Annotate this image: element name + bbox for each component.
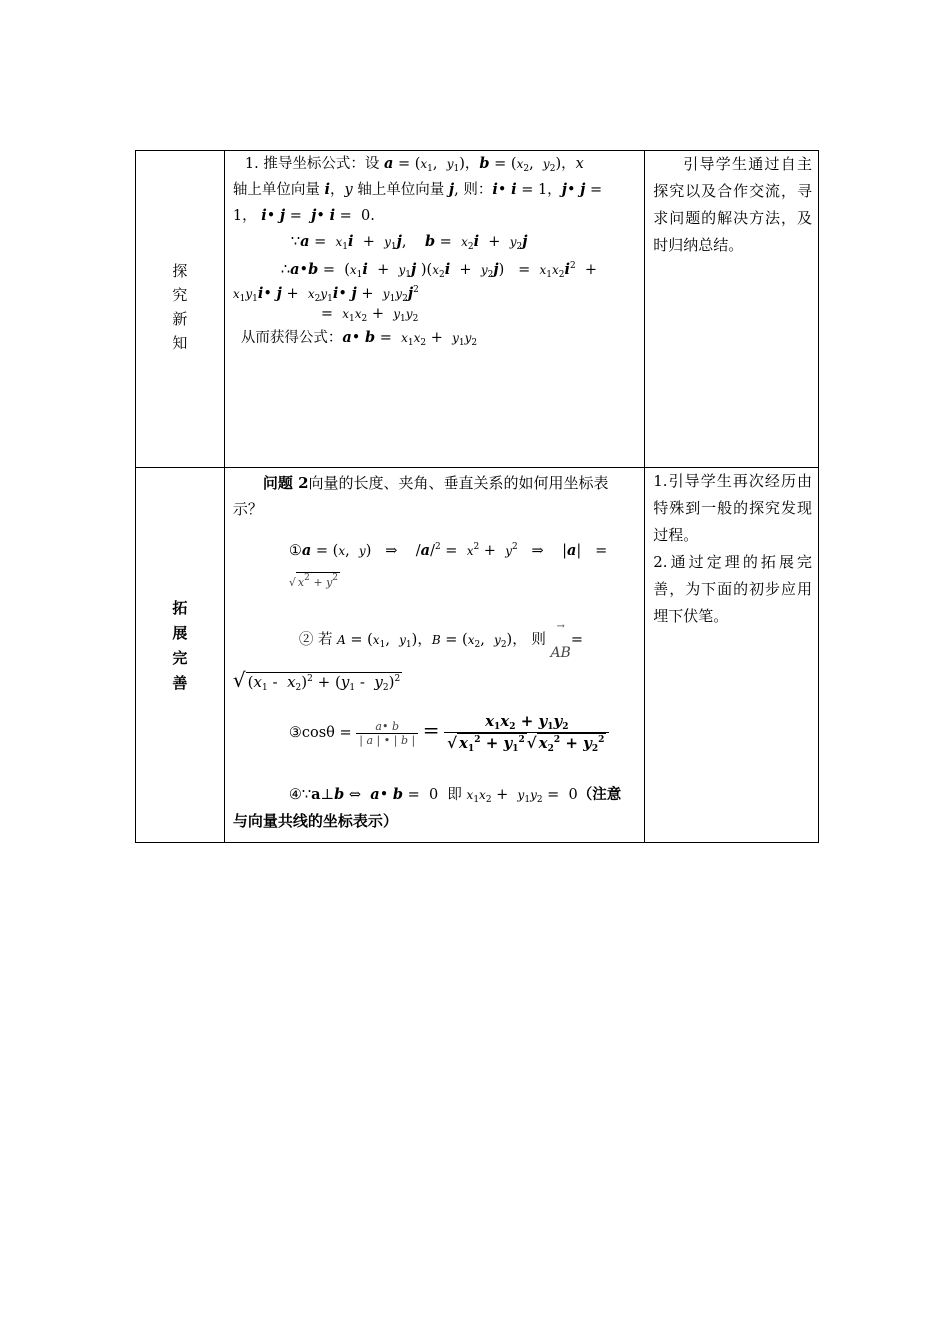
- lesson-table: [135, 150, 819, 843]
- row-label-extend: 拓 展 完 善: [172, 599, 188, 692]
- table-row-extend: [135, 467, 819, 843]
- note-cell-explore: [645, 151, 819, 467]
- teaching-note-explore: 引导学生通过自主探究以及合作交流，寻求问题的解决方法，及时归纳总结。: [653, 155, 813, 254]
- formula-distance-sqrt: √ $(x_1 - x_2)^2 + (y_1 - y_2)^2$: [232, 668, 401, 693]
- formula-perpendicular: ④∵a⊥b ⇔ a• b = 0 即 $x_1x_2 + y_1y_2 = 0$（注意: [288, 786, 622, 805]
- formula-length-sqrt: √ $x^2 + y^2$: [288, 573, 339, 589]
- content-cell-derivation: [225, 151, 645, 467]
- question-2: 问题 2向量的长度、夹角、垂直关系的如何用坐标表示？: [232, 474, 609, 518]
- formula-length: ①a = (x, y) ⇒ $/a/^2 = x^2 + y^2$ ⇒ |a| =: [288, 542, 608, 559]
- derivation-conclusion: 从而获得公式：a• $b = x_1x_2 + y_1y_2$: [240, 329, 478, 348]
- formula-perpendicular-note: 与向量共线的坐标表示）: [232, 812, 398, 830]
- teaching-note-extend: 1.引导学生再次经历由特殊到一般的探究发现过程。 2.通过定理的拓展完善，为下面的初步应用埋下伏笔。: [653, 472, 813, 625]
- derivation-line-2: 轴上单位向量 i，y 轴上单位向量 j, 则：i• i = 1，j• j =: [232, 181, 603, 198]
- row-label-explore: 探 究 新 知: [172, 262, 188, 352]
- content-cell-extension: [225, 468, 645, 842]
- row-label-cell: [136, 468, 225, 842]
- note-cell-extend: [645, 468, 819, 842]
- row-label-cell: [136, 151, 225, 467]
- formula-angle: ③cosθ = $\frac{a• b}{| a | • | b |}$ = $\frac{x_1x_2 + y_1y_2}{√ x_1^2 + y_1^2 √ x_2^2 + y_2^2}$: [289, 712, 610, 754]
- derivation-line-4: ∵a = $x_1i + y_1j$, $b = x_2i + y_2j$: [290, 233, 528, 252]
- derivation-line-5: ∴a•b = ($x_1i + y_1j$ )$(x_2i + y_2j) = x_1x_2i^2$ +: [280, 261, 598, 280]
- derivation-line-6: $x_1y_1i•$ $j + x_2y_1i•$ $j + y_1y_2j^2$: [232, 285, 419, 304]
- formula-distance: ② 若 $A = (x_1$, $y_1$)，$B = (x_2$, $y_2$)， 则 → AB =: [298, 621, 583, 661]
- derivation-line-7: = $x_1x_2 + y_1y_2$: [320, 306, 419, 324]
- derivation-line-3: 1， i• j = j• i = 0.: [232, 207, 375, 224]
- table-row-explore: [135, 150, 819, 467]
- derivation-line-1: 1. 推导坐标公式：设 $a = (x_1$, $y_1$)，$b = (x_2$, $y_2$)，x: [244, 155, 584, 174]
